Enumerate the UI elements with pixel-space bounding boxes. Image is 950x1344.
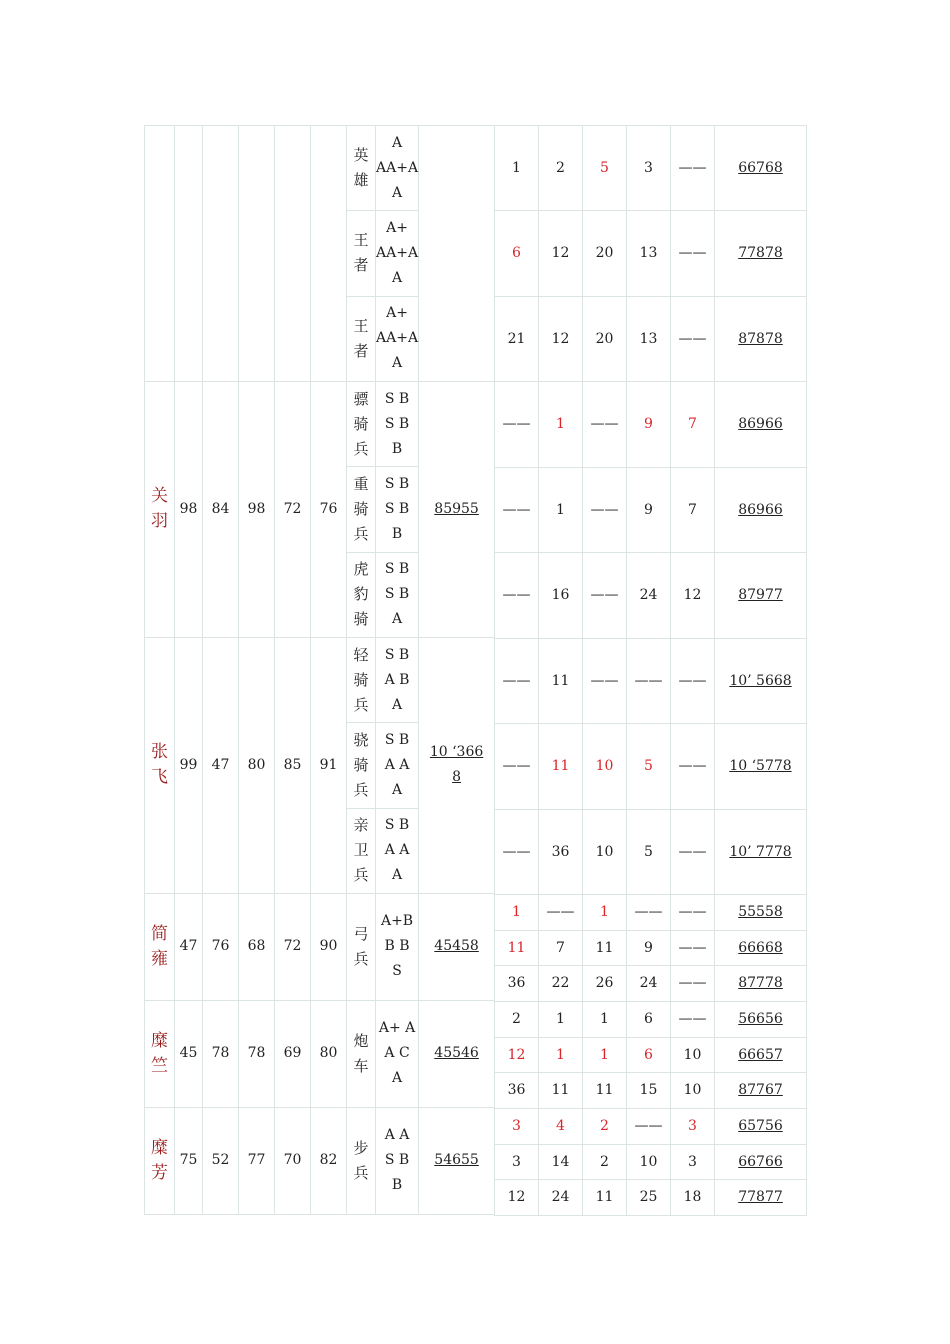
level-cell: 3 — [671, 1109, 715, 1145]
level-code — [715, 639, 807, 724]
level-cell: 7 — [671, 468, 715, 553]
level-cell: 1 — [495, 126, 539, 211]
level-code — [715, 966, 807, 1002]
level-code — [715, 211, 807, 297]
stat-cell — [239, 126, 275, 382]
level-code-value: 66657 — [738, 1046, 783, 1063]
level-code — [715, 1002, 807, 1038]
level-cell: 11 — [539, 639, 583, 724]
general-stats-table — [144, 125, 495, 1215]
level-cell: —— — [583, 553, 627, 639]
general-name: 糜 竺 — [145, 1000, 175, 1107]
level-cell: 14 — [539, 1145, 583, 1180]
level-cell: —— — [671, 895, 715, 931]
stat-cell: 80 — [311, 1000, 347, 1107]
level-cell: 11 — [583, 1073, 627, 1109]
level-cell: —— — [583, 382, 627, 468]
stat-cell: 98 — [239, 381, 275, 637]
unit-grade: S B S B A — [376, 552, 419, 637]
level-code-value: 87878 — [738, 330, 783, 347]
level-cell: 36 — [495, 1073, 539, 1109]
unit-type: 重 骑 兵 — [347, 467, 376, 552]
level-code — [715, 553, 807, 639]
stat-cell: 68 — [239, 893, 275, 1000]
level-row — [495, 211, 807, 297]
level-cell: —— — [671, 1002, 715, 1038]
general-name: 张 飞 — [145, 637, 175, 893]
level-code-value: 65756 — [738, 1118, 783, 1134]
level-cell: 12 — [539, 297, 583, 382]
level-cell: 24 — [627, 966, 671, 1002]
stat-cell: 76 — [311, 381, 347, 637]
level-code — [715, 1038, 807, 1073]
unit-grade: A+B B B S — [376, 893, 419, 1000]
level-code-value: 55558 — [738, 904, 783, 920]
level-cell: 3 — [627, 126, 671, 211]
unit-type: 王 者 — [347, 211, 376, 296]
stat-cell: 78 — [239, 1000, 275, 1107]
level-row — [495, 297, 807, 382]
level-cell: —— — [671, 211, 715, 297]
level-cell: —— — [671, 724, 715, 810]
stat-cell: 98 — [175, 381, 203, 637]
unit-grade: A AA+A A — [376, 126, 419, 211]
level-row — [495, 1073, 807, 1109]
stat-cell: 77 — [239, 1107, 275, 1214]
level-cell: 7 — [671, 382, 715, 468]
stat-cell: 90 — [311, 893, 347, 1000]
unit-level-table — [494, 125, 807, 1216]
level-cell: 10 — [583, 810, 627, 895]
level-row — [495, 966, 807, 1002]
level-cell: —— — [627, 1109, 671, 1145]
level-code-value: 56656 — [738, 1011, 783, 1027]
level-cell: 36 — [495, 966, 539, 1002]
level-cell: 2 — [583, 1109, 627, 1145]
stat-cell: 75 — [175, 1107, 203, 1214]
level-cell: 10 — [671, 1073, 715, 1109]
level-code-value: 66768 — [738, 159, 783, 176]
level-cell: 2 — [495, 1002, 539, 1038]
general-code-value: 85955 — [434, 500, 479, 517]
unit-type: 骠 骑 兵 — [347, 381, 376, 466]
level-cell: 2 — [539, 126, 583, 211]
level-row — [495, 126, 807, 211]
level-cell: —— — [495, 468, 539, 553]
level-cell: 10 — [627, 1145, 671, 1180]
level-code-value: 86966 — [738, 501, 783, 518]
level-cell: 12 — [495, 1038, 539, 1073]
general-row — [145, 126, 495, 211]
stat-cell — [311, 126, 347, 382]
level-cell: 20 — [583, 297, 627, 382]
level-cell: 11 — [583, 931, 627, 966]
general-code-value: 45546 — [434, 1045, 479, 1062]
general-code — [419, 637, 495, 893]
unit-grade: S B S B B — [376, 467, 419, 552]
stat-cell: 76 — [203, 893, 239, 1000]
level-cell: —— — [539, 895, 583, 931]
level-code-value: 77877 — [738, 1189, 783, 1205]
level-cell: 12 — [495, 1180, 539, 1216]
level-cell: 6 — [627, 1002, 671, 1038]
level-cell: 5 — [627, 810, 671, 895]
level-code — [715, 1109, 807, 1145]
level-code-value: 10’ 7778 — [729, 843, 792, 860]
level-cell: 15 — [627, 1073, 671, 1109]
general-row — [145, 637, 495, 722]
stat-cell: 72 — [275, 893, 311, 1000]
general-name: 糜 芳 — [145, 1107, 175, 1214]
general-code — [419, 126, 495, 382]
level-cell: 11 — [495, 931, 539, 966]
general-name: 关 羽 — [145, 381, 175, 637]
level-code — [715, 931, 807, 966]
general-code-value: 54655 — [434, 1152, 479, 1169]
level-code — [715, 895, 807, 931]
level-cell: —— — [583, 639, 627, 724]
level-code — [715, 1180, 807, 1216]
general-row — [145, 1107, 495, 1214]
level-cell: 11 — [539, 724, 583, 810]
level-cell: —— — [495, 810, 539, 895]
stat-cell: 69 — [275, 1000, 311, 1107]
unit-grade: S B A A A — [376, 723, 419, 808]
level-cell: 26 — [583, 966, 627, 1002]
unit-type: 虎 豹 骑 — [347, 552, 376, 637]
level-row — [495, 382, 807, 468]
level-cell: 7 — [539, 931, 583, 966]
level-cell: 1 — [495, 895, 539, 931]
unit-grade: A+ A A C A — [376, 1000, 419, 1107]
stat-cell — [203, 126, 239, 382]
level-cell: —— — [627, 639, 671, 724]
level-cell: 5 — [583, 126, 627, 211]
level-cell: 2 — [583, 1145, 627, 1180]
level-code — [715, 382, 807, 468]
stat-cell: 80 — [239, 637, 275, 893]
stat-cell — [175, 126, 203, 382]
level-cell: 3 — [495, 1109, 539, 1145]
level-cell: 1 — [583, 1002, 627, 1038]
level-cell: 1 — [539, 1038, 583, 1073]
level-code — [715, 1145, 807, 1180]
level-code-value: 86966 — [738, 416, 783, 432]
level-cell: 9 — [627, 931, 671, 966]
level-cell: 1 — [583, 1038, 627, 1073]
unit-grade: A+ AA+A A — [376, 296, 419, 381]
level-cell: 22 — [539, 966, 583, 1002]
level-cell: 6 — [495, 211, 539, 297]
level-row — [495, 724, 807, 810]
level-cell: 36 — [539, 810, 583, 895]
general-code-value: 45458 — [434, 938, 479, 955]
level-row — [495, 639, 807, 724]
level-row — [495, 931, 807, 966]
stat-cell: 99 — [175, 637, 203, 893]
stat-cell: 70 — [275, 1107, 311, 1214]
level-cell: —— — [495, 639, 539, 724]
level-code-value: 66766 — [738, 1153, 783, 1170]
unit-type: 弓 兵 — [347, 893, 376, 1000]
level-cell: 1 — [539, 382, 583, 468]
level-cell: 1 — [539, 468, 583, 553]
level-cell: 21 — [495, 297, 539, 382]
level-code-value: 10’ 5668 — [729, 672, 792, 689]
stat-cell: 84 — [203, 381, 239, 637]
unit-type: 英 雄 — [347, 126, 376, 211]
level-row — [495, 1145, 807, 1180]
unit-type: 骁 骑 兵 — [347, 723, 376, 808]
general-row — [145, 1000, 495, 1107]
general-row — [145, 893, 495, 1000]
level-cell: 16 — [539, 553, 583, 639]
level-cell: —— — [495, 724, 539, 810]
general-code — [419, 893, 495, 1000]
general-code — [419, 381, 495, 637]
level-cell: 6 — [627, 1038, 671, 1073]
level-cell: —— — [583, 468, 627, 553]
general-row — [145, 381, 495, 466]
unit-type: 步 兵 — [347, 1107, 376, 1214]
level-cell: —— — [671, 297, 715, 382]
unit-grade: A A S B B — [376, 1107, 419, 1214]
unit-grade: S B A A A — [376, 808, 419, 893]
level-cell: 13 — [627, 297, 671, 382]
stat-cell — [275, 126, 311, 382]
level-cell: 3 — [671, 1145, 715, 1180]
level-cell: 12 — [671, 553, 715, 639]
level-row — [495, 1180, 807, 1216]
general-code — [419, 1000, 495, 1107]
level-cell: 11 — [539, 1073, 583, 1109]
level-cell: —— — [671, 810, 715, 895]
level-cell: 1 — [583, 895, 627, 931]
level-cell: 3 — [495, 1145, 539, 1180]
level-code — [715, 468, 807, 553]
level-cell: —— — [495, 382, 539, 468]
level-cell: 18 — [671, 1180, 715, 1216]
stat-cell: 85 — [275, 637, 311, 893]
general-name: 简 雍 — [145, 893, 175, 1000]
stat-cell: 47 — [203, 637, 239, 893]
level-cell: 11 — [583, 1180, 627, 1216]
level-cell: —— — [671, 639, 715, 724]
level-row — [495, 895, 807, 931]
level-code-value: 66668 — [738, 939, 783, 956]
unit-grade: S B S B B — [376, 381, 419, 466]
level-cell: 25 — [627, 1180, 671, 1216]
level-cell: 20 — [583, 211, 627, 297]
level-cell: 5 — [627, 724, 671, 810]
level-row — [495, 1002, 807, 1038]
stat-cell: 45 — [175, 1000, 203, 1107]
level-cell: 12 — [539, 211, 583, 297]
level-cell: —— — [495, 553, 539, 639]
level-cell: 1 — [539, 1002, 583, 1038]
stat-cell: 72 — [275, 381, 311, 637]
stat-cell: 52 — [203, 1107, 239, 1214]
unit-type: 亲 卫 兵 — [347, 808, 376, 893]
level-code — [715, 297, 807, 382]
general-name — [145, 126, 175, 382]
unit-type: 炮 车 — [347, 1000, 376, 1107]
level-row — [495, 1038, 807, 1073]
level-cell: —— — [627, 895, 671, 931]
level-cell: —— — [671, 126, 715, 211]
unit-grade: A+ AA+A A — [376, 211, 419, 296]
unit-grade: S B A B A — [376, 637, 419, 722]
level-code — [715, 724, 807, 810]
level-code-value: 87778 — [738, 975, 783, 991]
level-cell: 4 — [539, 1109, 583, 1145]
level-cell: —— — [671, 966, 715, 1002]
general-code-value: 10 ‘366 8 — [429, 744, 484, 786]
level-row — [495, 468, 807, 553]
level-cell: 10 — [583, 724, 627, 810]
level-cell: —— — [671, 931, 715, 966]
general-code — [419, 1107, 495, 1214]
level-row — [495, 553, 807, 639]
level-code-value: 10 ‘5778 — [729, 758, 792, 774]
level-cell: 9 — [627, 382, 671, 468]
level-cell: 24 — [539, 1180, 583, 1216]
unit-type: 王 者 — [347, 296, 376, 381]
level-code — [715, 126, 807, 211]
level-cell: 10 — [671, 1038, 715, 1073]
stat-cell: 91 — [311, 637, 347, 893]
level-code-value: 87767 — [738, 1082, 783, 1098]
stat-cell: 82 — [311, 1107, 347, 1214]
unit-type: 轻 骑 兵 — [347, 637, 376, 722]
level-code-value: 87977 — [738, 587, 783, 603]
level-cell: 24 — [627, 553, 671, 639]
level-row — [495, 1109, 807, 1145]
level-code — [715, 810, 807, 895]
level-cell: 13 — [627, 211, 671, 297]
level-cell: 9 — [627, 468, 671, 553]
stat-cell: 47 — [175, 893, 203, 1000]
level-row — [495, 810, 807, 895]
stat-cell: 78 — [203, 1000, 239, 1107]
level-code — [715, 1073, 807, 1109]
level-code-value: 77878 — [738, 245, 783, 261]
